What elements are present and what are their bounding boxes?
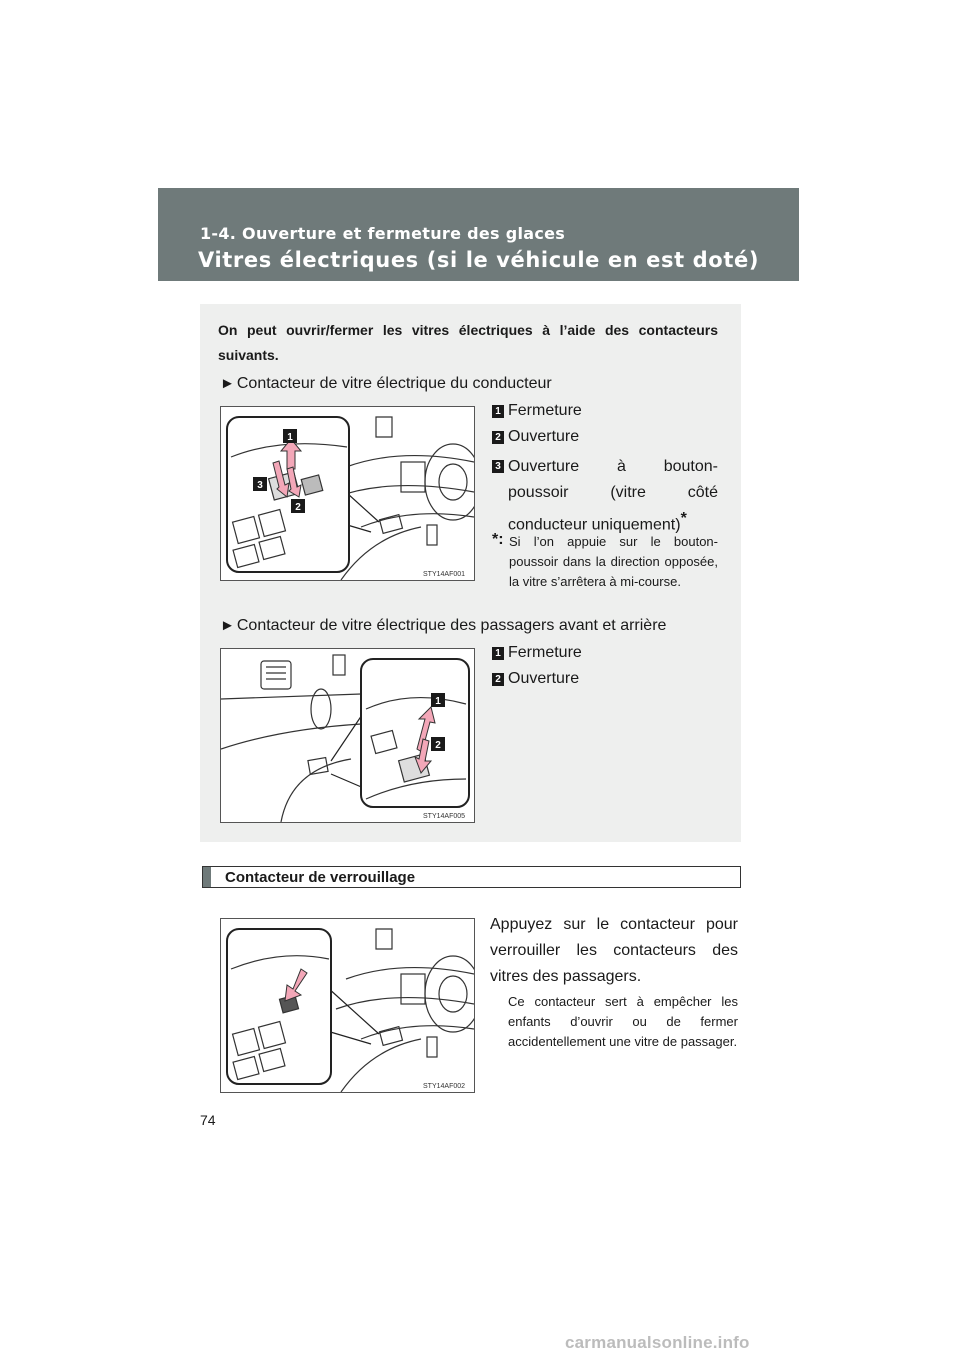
driver-heading-text: Contacteur de vitre électrique du conducteur: [236, 375, 552, 392]
legend-item: [492, 428, 718, 454]
lock-heading-text: Contacteur de verrouillage: [225, 869, 416, 886]
legend-item: [492, 402, 718, 428]
intro-text: On peut ouvrir/fermer les vitres électriques à l’aide des contacteurs suivants.: [218, 322, 718, 363]
legend-item: [492, 670, 718, 696]
passenger-heading: [220, 617, 666, 635]
legend-label: poussoir (vitre côté: [508, 484, 718, 501]
figure-code: STY14AF002: [423, 1083, 466, 1090]
figure-code: STY14AF001: [423, 571, 466, 578]
footnote: [492, 532, 718, 592]
page-title: Vitres électriques (si le véhicule en est doté): [198, 248, 760, 272]
passenger-switch-figure: [220, 648, 475, 823]
number-badge: 1: [492, 647, 504, 660]
lock-instruction: Appuyez sur le contacteur pour verrouiller les contacteurs des vitres des passagers.: [490, 916, 738, 985]
legend-label: Ouverture à bouton-: [508, 458, 718, 475]
legend-label: Fermeture: [508, 644, 582, 661]
svg-text:3: 3: [257, 480, 263, 491]
section-label: 1-4. Ouverture et fermeture des glaces: [200, 224, 566, 243]
svg-text:2: 2: [295, 502, 301, 513]
number-badge: 2: [492, 673, 504, 686]
driver-legend: [492, 402, 718, 538]
legend-label: Ouverture: [508, 428, 580, 445]
page-number: 74: [200, 1112, 216, 1128]
lock-switch-figure: [220, 918, 475, 1093]
driver-heading: [220, 375, 552, 393]
lock-explanation: Ce contacteur sert à empêcher les enfants d’ouvrir ou de fermer accidentellement une vitre de passager.: [508, 994, 738, 1049]
legend-item: [492, 454, 718, 538]
legend-label: Ouverture: [508, 670, 580, 687]
legend-label: conducteur uniquement): [508, 516, 681, 534]
triangle-bullet-icon: ►: [220, 617, 235, 634]
passenger-legend: [492, 644, 718, 696]
footnote-text: Si l’on appuie sur le bouton-poussoir dans la direction opposée, la vitre s’arrêtera à mi-course.: [509, 534, 718, 589]
svg-text:2: 2: [435, 740, 441, 751]
watermark: carmanualsonline.info: [565, 1333, 750, 1352]
driver-switch-figure: [220, 406, 475, 581]
figure-code: STY14AF005: [423, 813, 466, 820]
number-badge: 2: [492, 431, 504, 444]
legend-label: Fermeture: [508, 402, 582, 419]
triangle-bullet-icon: ►: [220, 375, 235, 392]
footnote-marker: *: [680, 510, 687, 527]
number-badge: 3: [492, 460, 504, 473]
svg-text:1: 1: [435, 696, 441, 707]
footnote-star: *:: [492, 531, 504, 548]
chapter-header: [158, 188, 799, 281]
number-badge: 1: [492, 405, 504, 418]
lock-section-heading: [202, 866, 741, 888]
passenger-heading-text: Contacteur de vitre électrique des passagers avant et arrière: [236, 617, 667, 634]
heading-bar: [203, 867, 211, 887]
legend-item: [492, 644, 718, 670]
svg-text:1: 1: [287, 432, 293, 443]
